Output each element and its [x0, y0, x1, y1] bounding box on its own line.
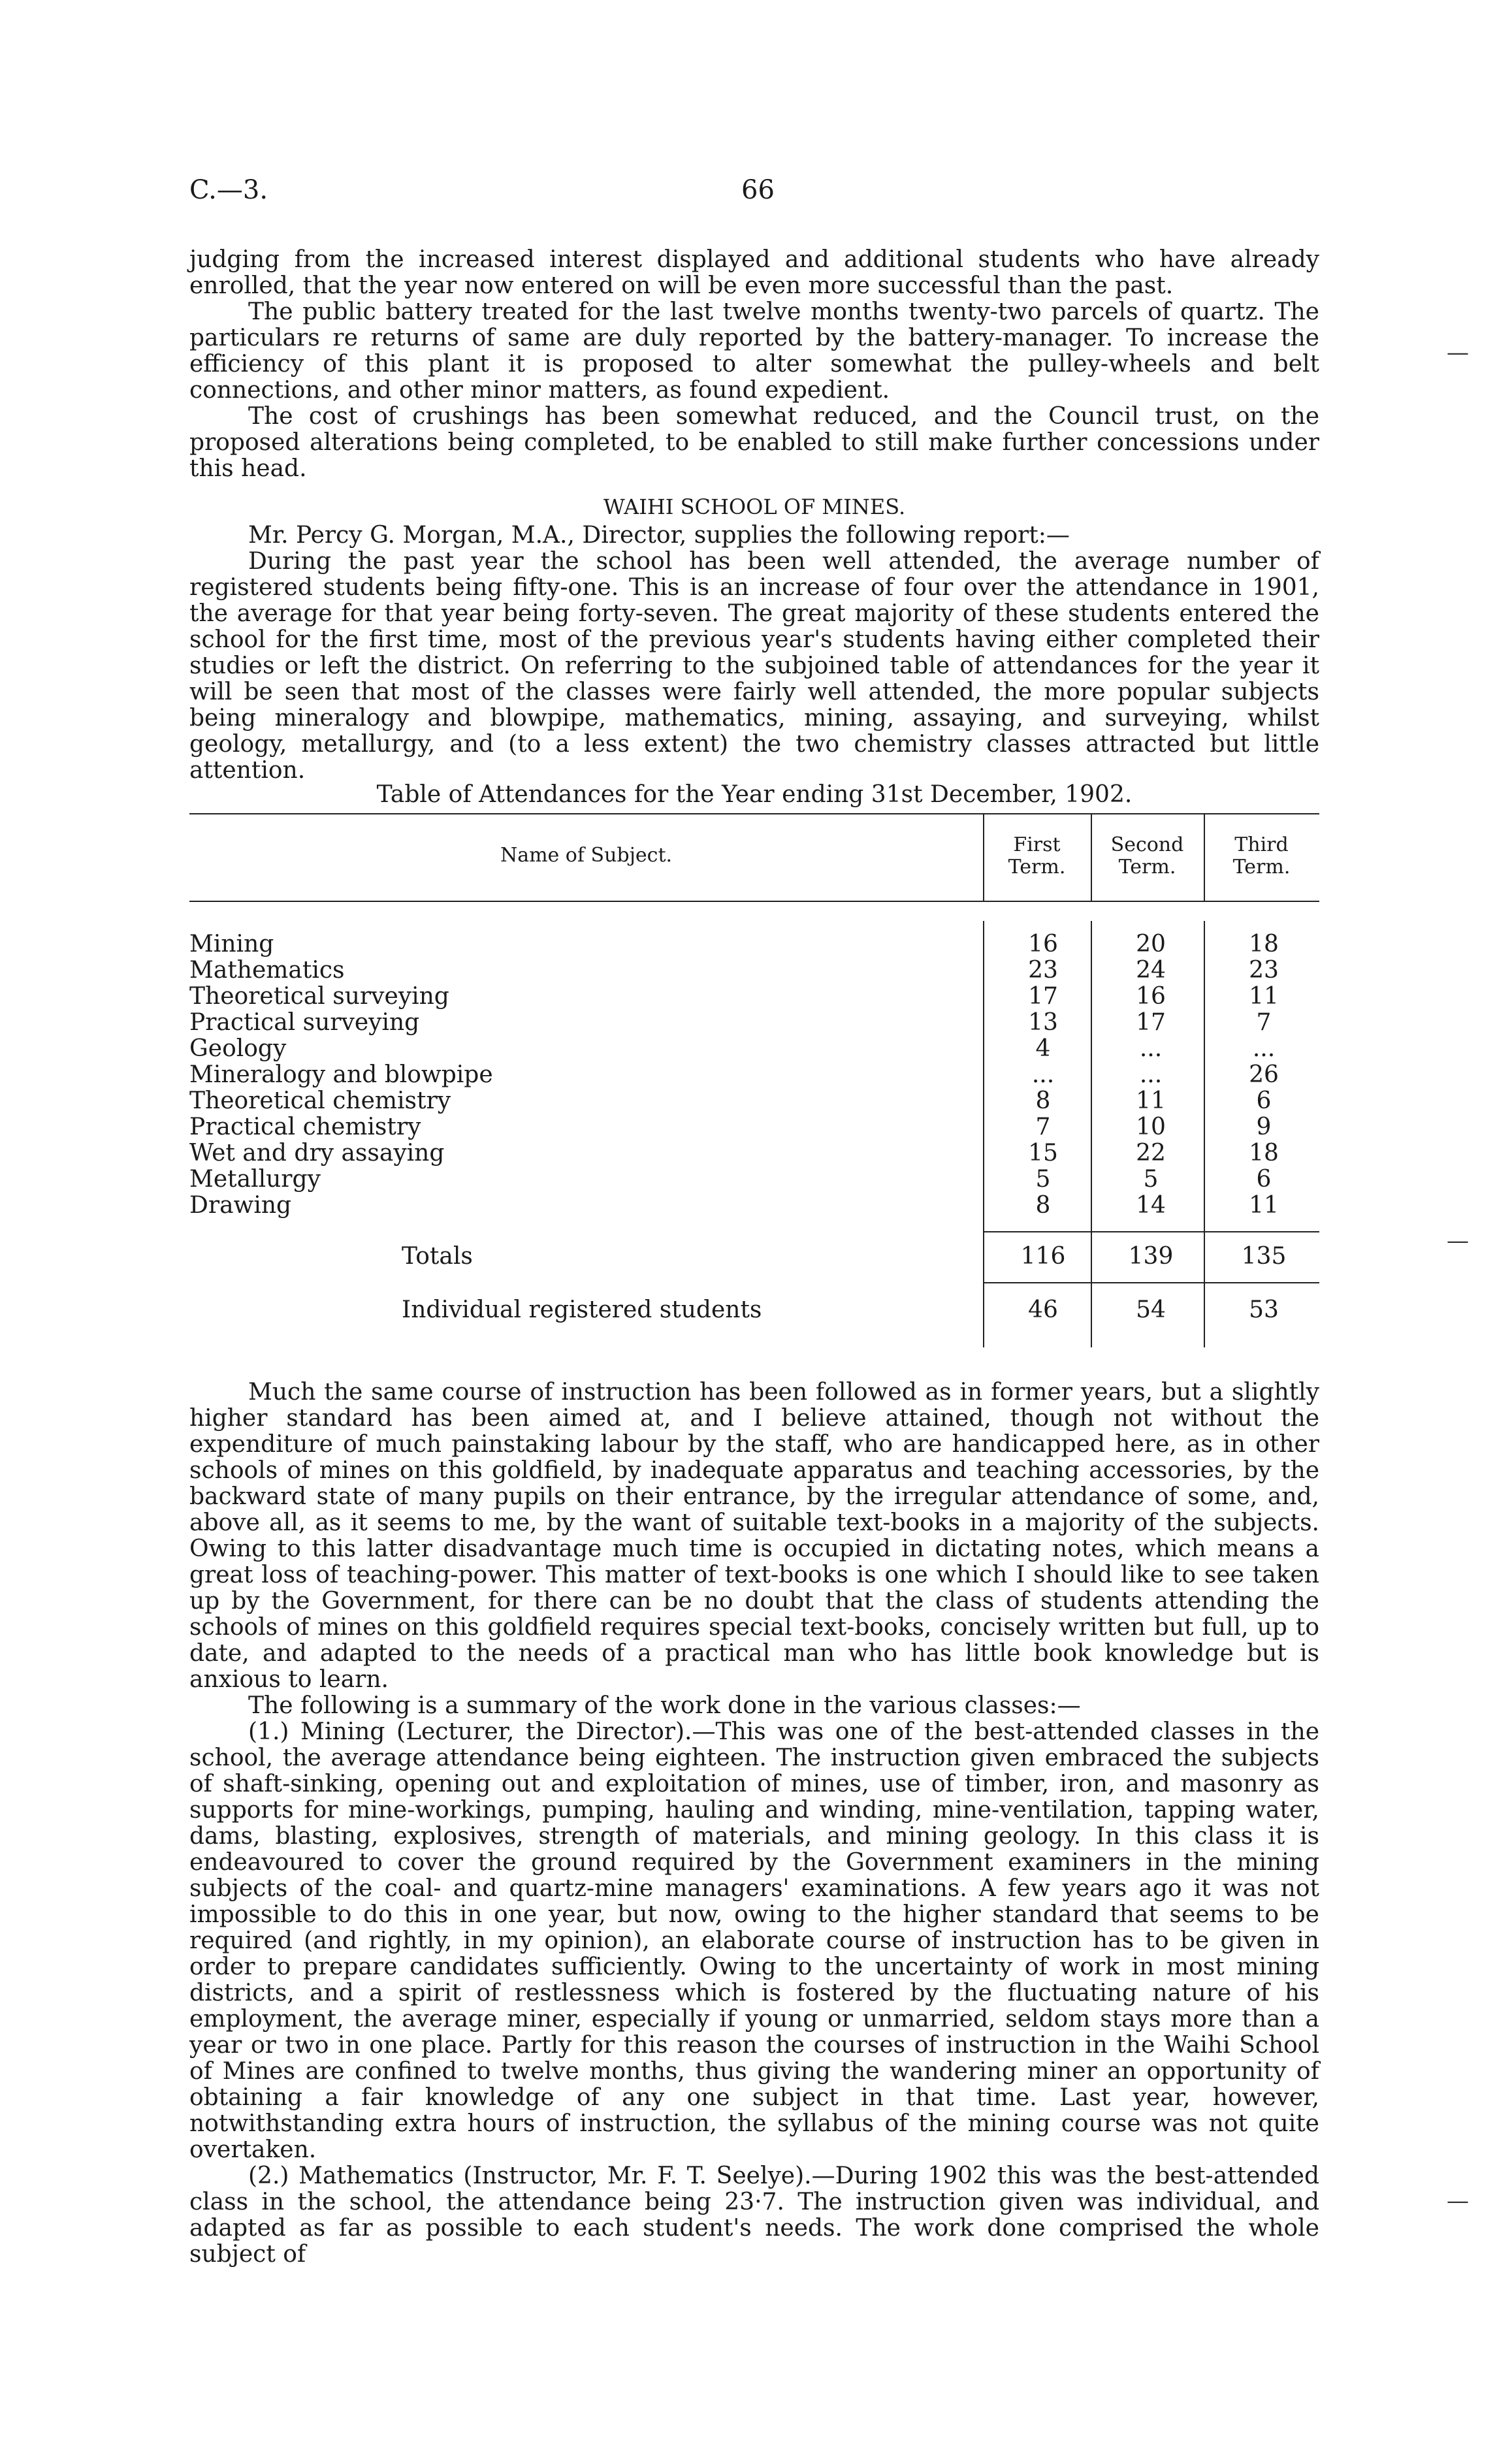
registered-first: 46: [1028, 1296, 1058, 1323]
first-term-value: 23: [1028, 957, 1058, 984]
third-term-value: 18: [1249, 1140, 1279, 1166]
subject-name: Practical chemistry: [189, 1114, 421, 1140]
table-header-rule: [189, 901, 1319, 902]
page-number: 66: [741, 175, 775, 205]
subject-name: Drawing: [189, 1192, 292, 1219]
intro-paragraph: The public battery treated for the last twelve months twenty-two parcels of quartz. The particulars re returns of same are duly reported by the battery-manager. To increase the efficiency of this plant it is proposed to alter somewhat the pulley-wheels and belt connections, and other minor matters, as found expedient.: [189, 298, 1319, 404]
registered-rule: [983, 1282, 1319, 1283]
second-term-value: 20: [1136, 931, 1166, 957]
report-text: [189, 523, 1319, 784]
body-paragraph: The following is a summary of the work done in the various classes:—: [248, 1692, 1081, 1719]
intro-text: [189, 247, 1319, 482]
second-term-value: 5: [1143, 1166, 1159, 1193]
document-reference: C.—3.: [189, 175, 268, 205]
totals-first: 116: [1020, 1243, 1066, 1270]
first-term-value: 13: [1028, 1009, 1058, 1036]
report-paragraph: During the past year the school has been well attended, the average number of registered students being fifty-one. This is an increase of four over the attendance in 1901, the average for that year being forty-seven. The great majority of these students entered the school for the first time, most of the previous year's students having either completed their studies or left the district. On referring to the subjoined table of attendances for the year it will be seen that most of the classes were fairly well attended, the more popular subjects being mineralogy and blowpipe, mathematics, mining, assaying, and surveying, whilst geology, metallurgy, and (to a less extent) the two chemistry classes attracted but little attention.: [189, 548, 1319, 784]
first-term-value: 7: [1035, 1114, 1051, 1140]
margin-mark: —: [1447, 2188, 1469, 2214]
header-third-term: [1204, 834, 1319, 878]
third-term-value: 11: [1249, 1192, 1279, 1219]
subject-name: Metallurgy: [189, 1166, 321, 1193]
first-term-value: ...: [1031, 1061, 1055, 1088]
table-top-rule: [189, 813, 1319, 814]
second-term-value: ...: [1139, 1035, 1163, 1062]
table-caption: Table of Attendances for the Year ending 31st December, 1902.: [376, 781, 1133, 808]
totals-third: 135: [1241, 1243, 1287, 1270]
attendance-table: [189, 813, 1319, 1347]
second-term-value: 11: [1136, 1087, 1166, 1114]
first-term-value: 8: [1035, 1192, 1051, 1219]
subject-name: Mineralogy and blowpipe: [189, 1061, 493, 1088]
subject-name: Practical surveying: [189, 1009, 420, 1036]
second-term-value: 17: [1136, 1009, 1166, 1036]
registered-third: 53: [1249, 1296, 1279, 1323]
first-term-value: 5: [1035, 1166, 1051, 1193]
third-term-value: 11: [1249, 983, 1279, 1010]
header-third-line2: Term.: [1232, 856, 1291, 878]
registered-second: 54: [1136, 1296, 1166, 1323]
third-term-value: 7: [1256, 1009, 1272, 1036]
header-first-term: [983, 834, 1091, 878]
third-term-value: 23: [1249, 957, 1279, 984]
body-text: [189, 1379, 1319, 2268]
body-paragraph: Much the same course of instruction has been followed as in former years, but a slightly higher standard has been aimed at, and I believe attained, though not without the expenditure of much painstaking labour by the staff, who are handicapped here, as in other schools of mines on this goldfield, by inadequate apparatus and teaching accessories, by the backward state of many pupils on their entrance, by the irregular attendance of some, and, above all, as it seems to me, by the want of suitable text-books in a majority of the subjects. Owing to this latter disadvantage much time is occupied in dictating notes, which means a great loss of teaching-power. This matter of text-books is one which I should like to see taken up by the Government, for there can be no doubt that the class of students attending the schools of mines on this goldfield requires special text-books, concisely written but full, up to date, and adapted to the needs of a practical man who has little book knowledge but is anxious to learn.: [189, 1379, 1319, 1693]
second-term-value: ...: [1139, 1061, 1163, 1088]
totals-label: Totals: [402, 1243, 473, 1270]
section-heading: WAIHI SCHOOL OF MINES.: [603, 494, 906, 519]
body-divider: [983, 921, 984, 1347]
third-term-value: 6: [1256, 1087, 1272, 1114]
third-term-value: 18: [1249, 931, 1279, 957]
subject-name: Theoretical chemistry: [189, 1087, 451, 1114]
subject-name: Mining: [189, 931, 274, 957]
second-term-value: 14: [1136, 1192, 1166, 1219]
header-first-line2: Term.: [1008, 856, 1066, 878]
header-second-line1: Second: [1110, 833, 1184, 856]
second-term-value: 10: [1136, 1114, 1166, 1140]
totals-second: 139: [1128, 1243, 1174, 1270]
intro-paragraph: judging from the increased interest displayed and additional students who have already enrolled, that the year now entered on will be even more successful than the past.: [189, 246, 1319, 299]
margin-mark: —: [1447, 340, 1469, 366]
first-term-value: 17: [1028, 983, 1058, 1010]
header-subject: Name of Subject.: [500, 844, 673, 867]
header-first-line1: First: [1013, 833, 1061, 856]
body-paragraph: (2.) Mathematics (Instructor, Mr. F. T. Seelye).—During 1902 this was the best-attended class in the school, the attendance being 23·7. The instruction given was individual, and adapted as far as possible to each student's needs. The work done comprised the whole subject of: [189, 2163, 1319, 2268]
subject-name: Theoretical surveying: [189, 983, 449, 1010]
subject-name: Geology: [189, 1035, 287, 1062]
third-term-value: 6: [1256, 1166, 1272, 1193]
registered-label: Individual registered students: [402, 1296, 762, 1323]
totals-rule: [983, 1231, 1319, 1232]
header-second-term: [1091, 834, 1204, 878]
first-term-value: 15: [1028, 1140, 1058, 1166]
third-term-value: 26: [1249, 1061, 1279, 1088]
first-term-value: 16: [1028, 931, 1058, 957]
third-term-value: ...: [1252, 1035, 1276, 1062]
body-divider: [1204, 921, 1205, 1347]
margin-mark: —: [1447, 1228, 1469, 1254]
header-third-line1: Third: [1234, 833, 1289, 856]
second-term-value: 22: [1136, 1140, 1166, 1166]
header-second-line2: Term.: [1118, 856, 1176, 878]
subject-name: Wet and dry assaying: [189, 1140, 445, 1166]
first-term-value: 8: [1035, 1087, 1051, 1114]
body-paragraph: (1.) Mining (Lecturer, the Director).—This was one of the best-attended classes in the school, the average attendance being eighteen. The instruction given embraced the subjects of shaft-sinking, opening out and exploitation of mines, use of timber, iron, and masonry as supports for mine-workings, pumping, hauling and winding, mine-ventilation, tapping water, dams, blasting, explosives, strength of materials, and mining geology. In this class it is endeavoured to cover the ground required by the Government examiners in the mining subjects of the coal- and quartz-mine managers' examinations. A few years ago it was not impossible to do this in one year, but now, owing to the higher standard that seems to be required (and rightly, in my opinion), an elaborate course of instruction has to be given in order to prepare candidates sufficiently. Owing to the uncertainty of work in most mining districts, and a spirit of restlessness which is fostered by the fluctuating nature of his employment, the average miner, especially if young or unmarried, seldom stays more than a year or two in one place. Partly for this reason the courses of instruction in the Waihi School of Mines are confined to twelve months, thus giving the wandering miner an opportunity of obtaining a fair knowledge of any one subject in that time. Last year, however, notwithstanding extra hours of instruction, the syllabus of the mining course was not quite overtaken.: [189, 1718, 1319, 2163]
second-term-value: 16: [1136, 983, 1166, 1010]
third-term-value: 9: [1256, 1114, 1272, 1140]
intro-paragraph: The cost of crushings has been somewhat reduced, and the Council trust, on the proposed alterations being completed, to be enabled to still make further concessions under this head.: [189, 403, 1319, 482]
subject-name: Mathematics: [189, 957, 345, 984]
second-term-value: 24: [1136, 957, 1166, 984]
page-header: [189, 175, 1319, 214]
first-term-value: 4: [1035, 1035, 1051, 1062]
report-intro: Mr. Percy G. Morgan, M.A., Director, supplies the following report:—: [248, 522, 1070, 549]
